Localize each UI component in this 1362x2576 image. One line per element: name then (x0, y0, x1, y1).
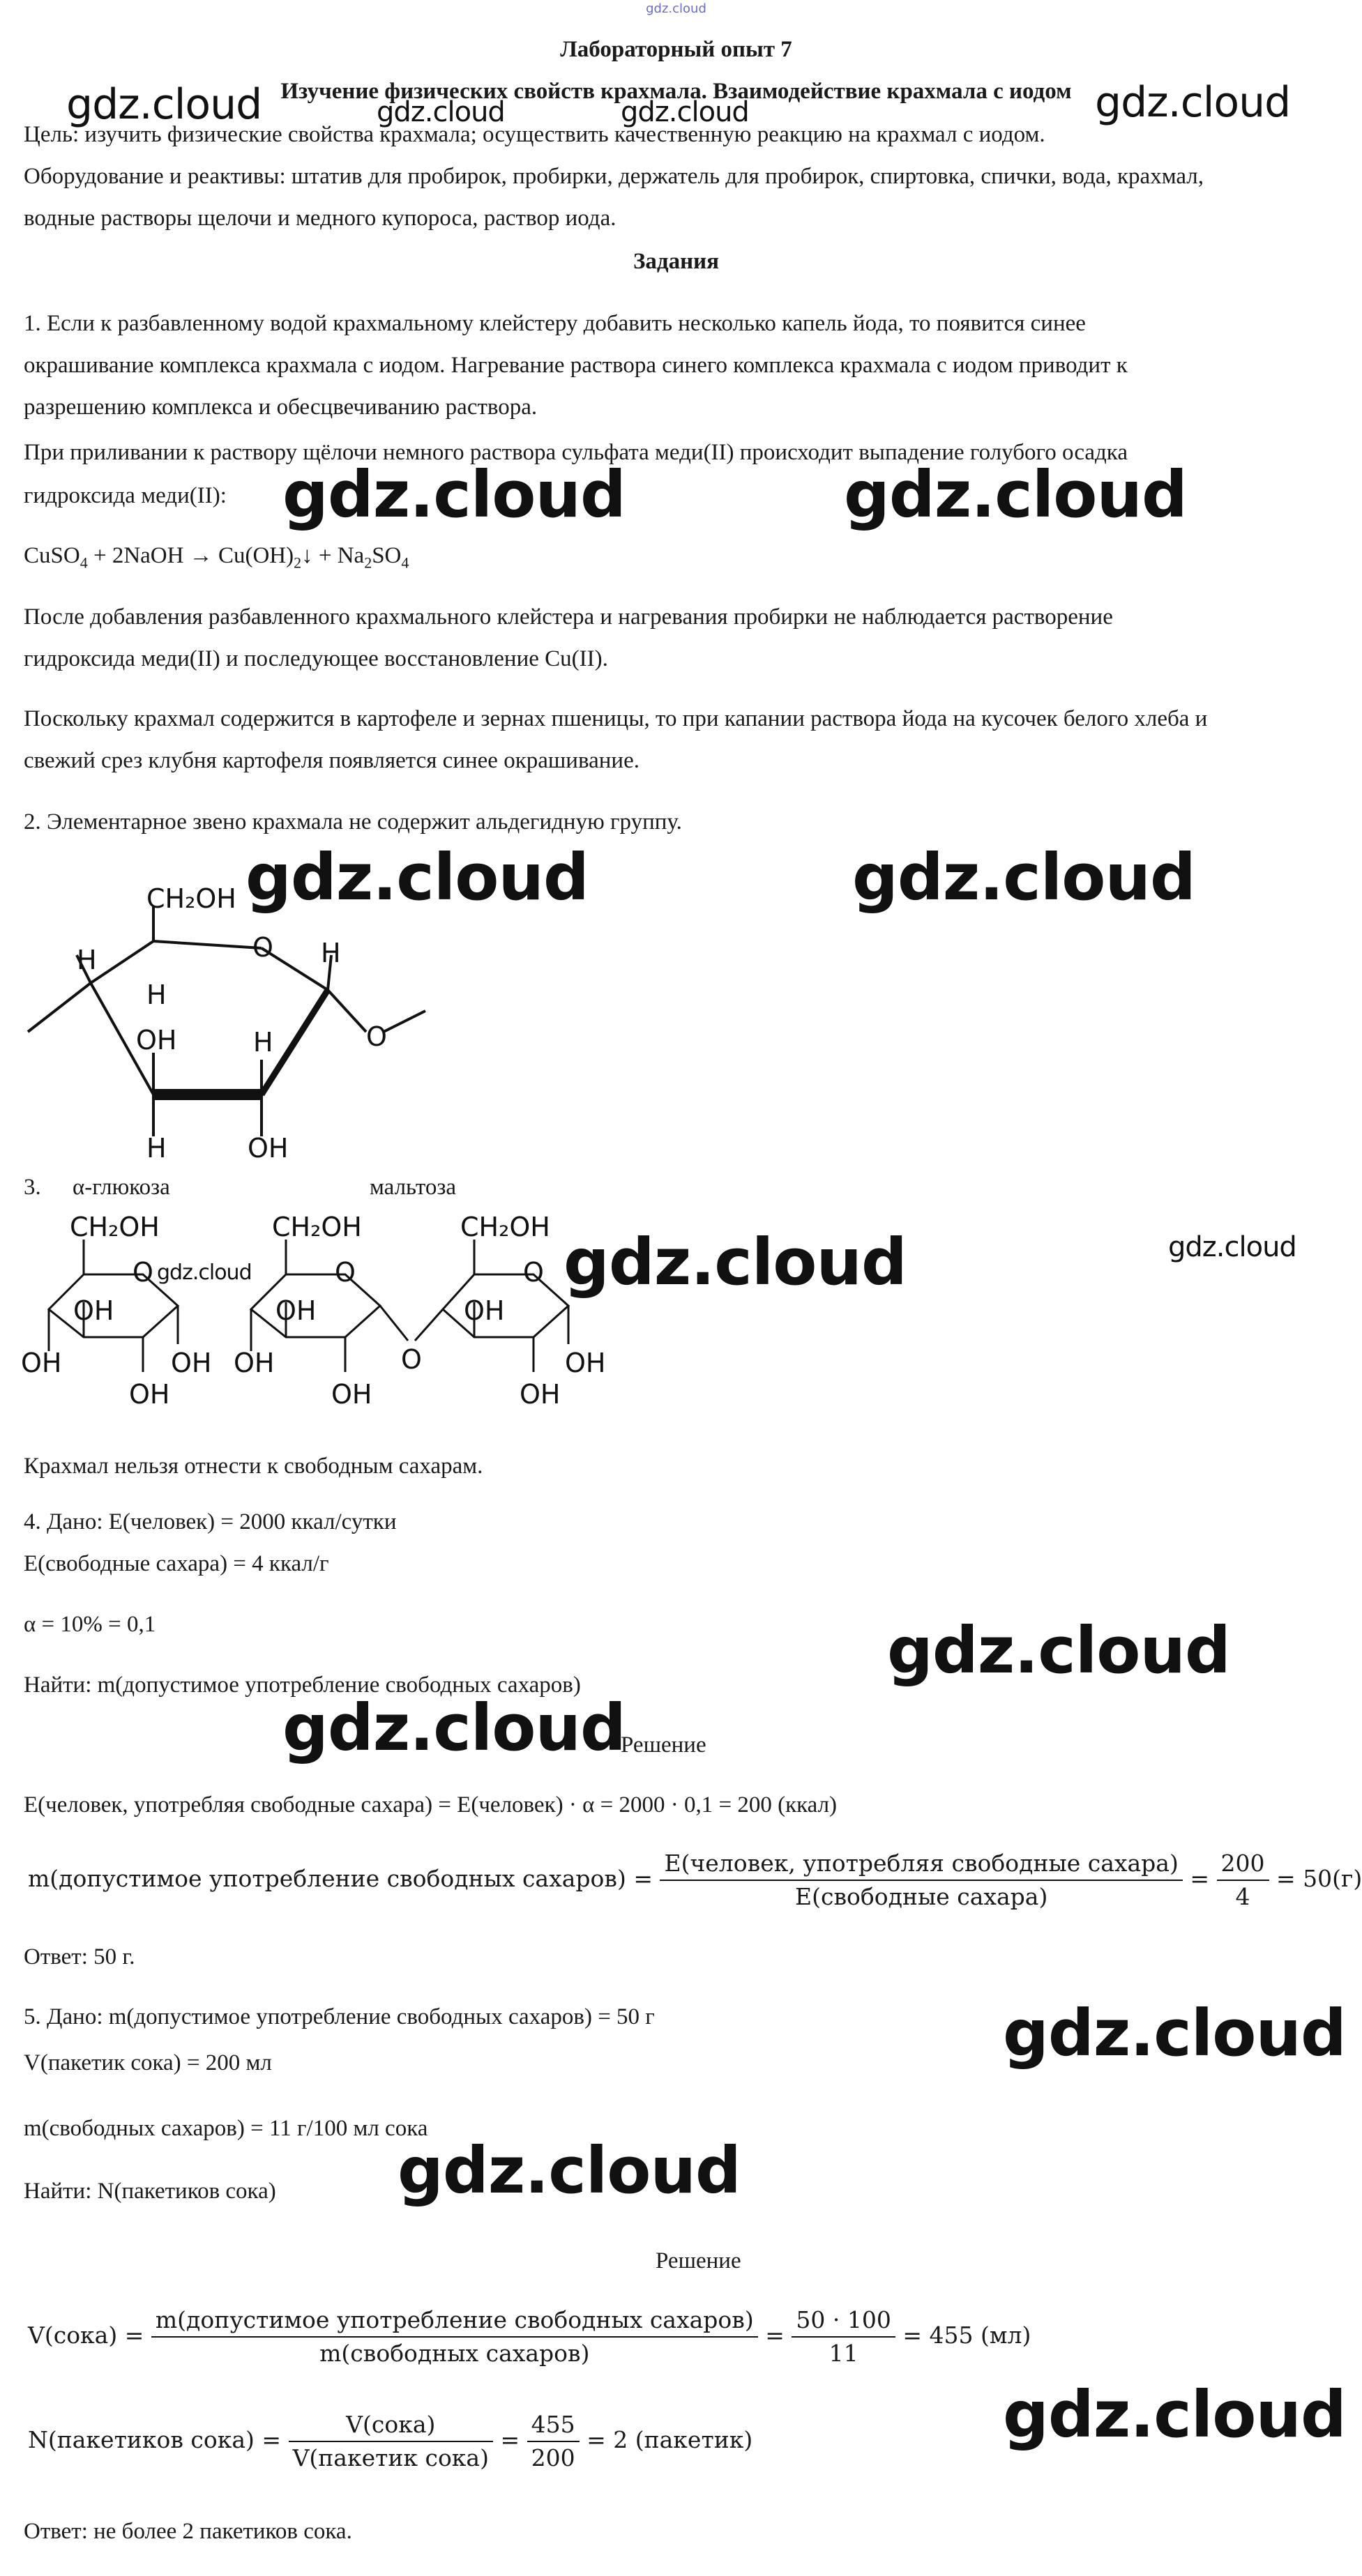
ch2oh-label: CH₂OH (146, 883, 236, 914)
task1-line-8: Поскольку крахмал содержится в картофеле и зернах пшеницы, то при капании раствора йода на кусочек белого хлеба и (24, 706, 1208, 731)
goal-text: Цель: изучить физические свойства крахмала; осуществить качественную реакцию на крахмал с иодом. (24, 122, 1045, 147)
task1-line-7: гидроксида меди(II) и последующее восстановление Cu(II). (24, 646, 608, 671)
tasks-heading: Задания (633, 249, 719, 274)
watermark: gdz.cloud (1095, 78, 1291, 127)
maltose-oh-2: OH (234, 1348, 275, 1378)
page-title: Лабораторный опыт 7 (560, 37, 792, 62)
watermark: gdz.cloud (1003, 2377, 1346, 2452)
h-label-4: H (253, 1027, 273, 1058)
task4-given-1: 4. Дано: E(человек) = 2000 ккал/сутки (24, 1509, 397, 1534)
watermark: gdz.cloud (398, 2133, 741, 2208)
watermark: gdz.cloud (66, 80, 262, 129)
glucose-oh-3: OH (171, 1348, 212, 1378)
equipment-line-1: Оборудование и реактивы: штатив для пробирок, пробирки, держатель для пробирок, спиртовка, спички, вода, крахмал, (24, 164, 1204, 189)
watermark: gdz.cloud (282, 1691, 626, 1765)
watermark: gdz.cloud (245, 840, 589, 915)
task5-equation-1: V(сока) = $\frac{\text{m(допустимое употребление свободных сахаров)}}{\text{m(свободных сахаров)}}$ = $\frac{50 \cdot 100}{11}$ = 455 (мл) (28, 2304, 1031, 2370)
maltose-oh-4: OH (464, 1295, 505, 1326)
task4-equation-2: m(допустимое употребление свободных сахаров) = $\frac{\text{E(человек, употребляя свободные сахара)}}{\text{E(свободные сахара)}}$ = $\frac{200}{4}$ = 50(г) (28, 1847, 1362, 1913)
task4-find: Найти: m(допустимое употребление свободных сахаров) (24, 1672, 581, 1698)
glucose-label: α-глюкоза (73, 1175, 170, 1200)
task3-conclusion: Крахмал нельзя отнести к свободным сахарам. (24, 1454, 483, 1479)
maltose-ch2oh-2: CH₂OH (460, 1212, 550, 1242)
task5-equation-2: N(пакетиков сока) = $\frac{\text{V(сока)}}{\text{V(пакетик сока)}}$ = $\frac{455}{200}$ = 2 (пакетик) (28, 2409, 752, 2474)
maltose-bridge-o: O (401, 1344, 422, 1375)
equipment-line-2: водные растворы щелочи и медного купороса, раствор иода. (24, 206, 616, 231)
oh-label-2: OH (248, 1133, 289, 1164)
task3-number: 3. (24, 1175, 41, 1200)
task1-line-6: После добавления разбавленного крахмального клейстера и нагревания пробирки не наблюдается растворение (24, 604, 1113, 630)
reaction-equation: CuSO$_4$ + 2NaOH → $Cu(OH)_2↓ + Na_2SO_4$ (24, 543, 409, 572)
glucose-o-label: O (133, 1257, 153, 1288)
glycosidic-oxygen-label: O (366, 1021, 387, 1052)
h-label-2: H (146, 980, 167, 1010)
task5-find: Найти: N(пакетиков сока) (24, 2179, 276, 2204)
task1-line-9: свежий срез клубня картофеля появляется синее окрашивание. (24, 748, 640, 773)
starch-unit-structure (14, 871, 460, 1164)
task1-line-4: При приливании к раствору щёлочи немного раствора сульфата меди(II) происходит выпадение голубого осадка (24, 440, 1128, 465)
maltose-ch2oh-1: CH₂OH (272, 1212, 362, 1242)
glucose-ch2oh-label: CH₂OH (70, 1212, 160, 1242)
task1-line-5: гидроксида меди(II): (24, 483, 227, 508)
task5-answer: Ответ: не более 2 пакетиков сока. (24, 2519, 352, 2544)
glucose-oh-4: OH (129, 1379, 170, 1410)
page-subtitle: Изучение физических свойств крахмала. Взаимодействие крахмала с иодом (280, 79, 1072, 104)
task4-answer: Ответ: 50 г. (24, 1944, 135, 1969)
task4-given-3: α = 10% = 0,1 (24, 1612, 156, 1637)
watermark: gdz.cloud (887, 1613, 1230, 1688)
task4-given-2: E(свободные сахара) = 4 ккал/г (24, 1551, 329, 1576)
watermark: gdz.cloud (1003, 1996, 1346, 2071)
task5-solution-heading: Решение (656, 2248, 741, 2273)
watermark: gdz.cloud (852, 840, 1195, 915)
glucose-oh-1: OH (73, 1295, 114, 1326)
maltose-oh-3: OH (331, 1379, 372, 1410)
task5-given-2: V(пакетик сока) = 200 мл (24, 2050, 272, 2075)
watermark: gdz.cloud (621, 96, 749, 128)
maltose-o-2: O (523, 1257, 544, 1288)
oh-label-1: OH (136, 1025, 177, 1055)
h-label-3: H (321, 938, 341, 968)
task2-text: 2. Элементарное звено крахмала не содержит альдегидную группу. (24, 809, 682, 834)
watermark: gdz.cloud (563, 1225, 907, 1300)
header-watermark: gdz.cloud (646, 1, 706, 16)
watermark: gdz.cloud (157, 1260, 252, 1285)
maltose-oh-1: OH (275, 1295, 317, 1326)
maltose-oh-5: OH (565, 1348, 606, 1378)
glucose-maltose-structures (21, 1212, 621, 1421)
ring-oxygen-label: O (252, 932, 273, 963)
maltose-label: мальтоза (370, 1175, 457, 1200)
h-label-1: H (77, 945, 97, 975)
watermark: gdz.cloud (844, 457, 1187, 532)
maltose-o-1: O (335, 1257, 356, 1288)
glucose-oh-2: OH (21, 1348, 62, 1378)
maltose-oh-6: OH (520, 1379, 561, 1410)
task1-line-3: разрешению комплекса и обесцвечиванию раствора. (24, 395, 538, 420)
task4-solution-heading: Решение (621, 1732, 706, 1758)
task1-line-2: окрашивание комплекса крахмала с иодом. Нагревание раствора синего комплекса крахмала с иодом приводит к (24, 353, 1128, 378)
task4-equation-1: E(человек, употребляя свободные сахара) = E(человек) · α = 2000 · 0,1 = 200 (ккал) (24, 1792, 838, 1817)
task1-line-1: 1. Если к разбавленному водой крахмальному клейстеру добавить несколько капель йода, то появится синее (24, 311, 1086, 336)
task5-given-3: m(свободных сахаров) = 11 г/100 мл сока (24, 2116, 428, 2141)
watermark: gdz.cloud (282, 457, 626, 532)
watermark: gdz.cloud (377, 96, 505, 128)
watermark: gdz.cloud (1168, 1231, 1296, 1263)
h-label-5: H (146, 1133, 167, 1164)
task5-given-1: 5. Дано: m(допустимое употребление свободных сахаров) = 50 г (24, 2004, 655, 2029)
